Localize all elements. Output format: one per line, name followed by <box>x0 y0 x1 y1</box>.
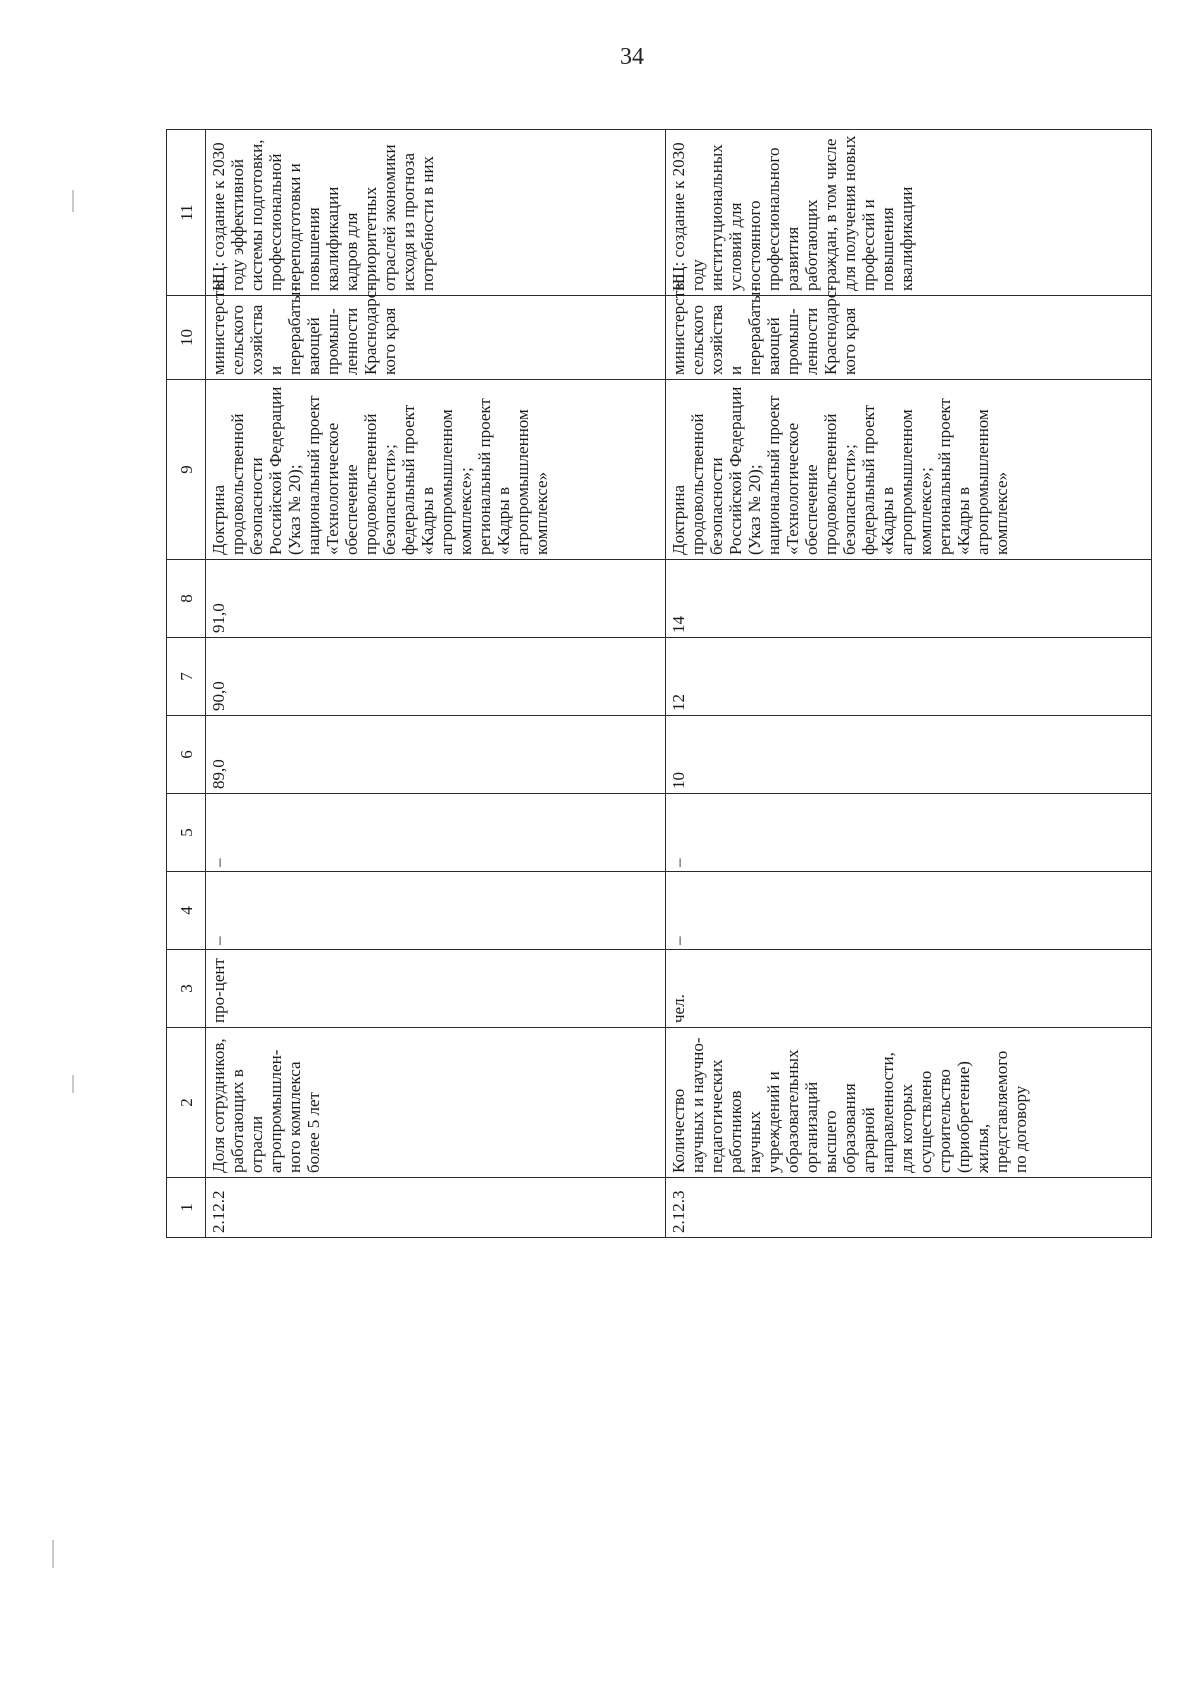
value-cell: 89,0 <box>206 716 666 794</box>
table-row <box>666 130 1152 1238</box>
page-number <box>620 44 644 71</box>
responsible-cell: министерство сельского хозяйства и перерабаты-вающей промыш-ленности Краснодарс-кого края <box>206 296 666 380</box>
header-cell: 5 <box>167 794 206 872</box>
header-cell: 6 <box>167 716 206 794</box>
goal-cell: НЦ: создание к 2030 году институциональных условий для постоянного профессионального развития работающих граждан, в том числе для получения новых профессий и повышения квалификации <box>666 130 1152 296</box>
header-cell: 4 <box>167 872 206 950</box>
goal-cell: НЦ: создание к 2030 году эффективной системы подготовки, профессиональной переподготовки и повышения квалификации кадров для приоритетных отраслей экономики исходя из прогноза потребности в них <box>206 130 666 296</box>
header-cell: 8 <box>167 560 206 638</box>
header-cell: 10 <box>167 296 206 380</box>
value-cell: – <box>666 872 1152 950</box>
value-cell: 14 <box>666 560 1152 638</box>
table-header-row <box>167 130 206 1238</box>
header-cell: 7 <box>167 638 206 716</box>
value-cell: 10 <box>666 716 1152 794</box>
value-cell: – <box>666 794 1152 872</box>
scan-artifact <box>72 1075 74 1093</box>
indicator-name-cell: Количество научных и научно-педагогических работников научных учреждений и образовательных организаций высшего образования аграрной направленности, для которых осуществлено строительство (приобретение) жилья, представляемого по договору <box>666 1028 1152 1178</box>
header-cell: 11 <box>167 130 206 296</box>
rotated-table-container <box>166 130 1152 1238</box>
scan-artifact <box>72 190 74 212</box>
indicator-name-cell: Доля сотрудников, работающих в отрасли агропромышлен-ного комплекса более 5 лет <box>206 1028 666 1178</box>
row-number-cell: 2.12.2 <box>206 1178 666 1238</box>
value-cell: 12 <box>666 638 1152 716</box>
table-row <box>206 130 666 1238</box>
unit-cell: про-цент <box>206 950 666 1028</box>
value-cell: 91,0 <box>206 560 666 638</box>
scan-artifact <box>52 1540 54 1568</box>
value-cell: – <box>206 794 666 872</box>
header-cell: 9 <box>167 380 206 560</box>
value-cell: 90,0 <box>206 638 666 716</box>
responsible-cell: министерство сельского хозяйства и перерабаты-вающей промыш-ленности Краснодарс-кого края <box>666 296 1152 380</box>
documents-cell: Доктрина продовольственной безопасности Российской Федерации (Указ № 20); национальный проект «Технологическое обеспечение продовольственной безопасности»; федеральный проект «Кадры в агропромышленном комплексе»; региональный проект «Кадры в агропромышленном комплексе» <box>206 380 666 560</box>
header-cell: 1 <box>167 1178 206 1238</box>
row-number-cell: 2.12.3 <box>666 1178 1152 1238</box>
header-cell: 3 <box>167 950 206 1028</box>
documents-cell: Доктрина продовольственной безопасности Российской Федерации (Указ № 20); национальный проект «Технологическое обеспечение продовольственной безопасности»; федеральный проект «Кадры в агропромышленном комплексе»; региональный проект «Кадры в агропромышленном комплексе» <box>666 380 1152 560</box>
header-cell: 2 <box>167 1028 206 1178</box>
page-number-text: 34 <box>620 44 644 70</box>
indicators-table <box>166 129 1152 1238</box>
value-cell: – <box>206 872 666 950</box>
unit-cell: чел. <box>666 950 1152 1028</box>
